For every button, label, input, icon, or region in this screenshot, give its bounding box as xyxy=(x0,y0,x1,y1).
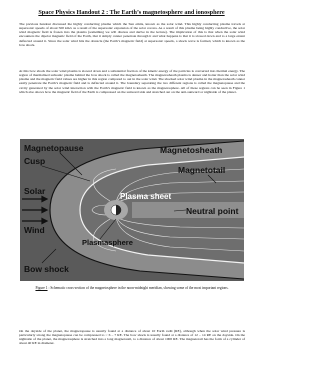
label-wind: Wind xyxy=(24,225,45,235)
label-magnetopause: Magnetopause xyxy=(24,143,84,153)
label-plasmasphere: Plasmasphere xyxy=(82,238,133,247)
magnetosphere-figure xyxy=(20,139,244,281)
page-title: Space Physics Handout 2 : The Earth’s magnetosphere and ionosphere xyxy=(38,9,225,16)
label-plasma-sheet: Plasma sheet xyxy=(120,192,172,201)
label-magnetosheath: Magnetosheath xyxy=(160,145,223,155)
label-magnetotail: Magnetotail xyxy=(178,165,226,175)
figure-caption-label: Figure 1 xyxy=(35,286,48,290)
label-bow-shock: Bow shock xyxy=(24,264,69,274)
label-cusp: Cusp xyxy=(24,156,46,166)
magnetosphere-diagram xyxy=(20,139,244,281)
figure-caption-text: : Schematic cross-section of the magnetosphere in the noon-midnight meridian, showing some of the most important regions. xyxy=(48,286,229,290)
label-solar: Solar xyxy=(24,186,46,196)
paragraph-intro: The previous handout discussed the highly conducting plasma which the Sun emits, known as the solar wind. This highly conducting plasma travels at supersonic speeds of about 500 km/s as a result of the supersonic expansion of the solar corona. As a result of this plasma being highly conductive, the solar wind magnetic field is frozen into the plasma (something we will discuss and derive in the lecture). The implication of this is that when the solar wind encounters the dipolar magnetic field of the Earth, that it simply cannot penetrate through it and what happens is that it is slowed down and to a large extent deflected around it. Since the solar wind hits the obstacle (the Earth’s magnetic field) at supersonic speeds, a shock wave is formed, which is known as the bow shock. xyxy=(19,22,245,47)
paragraph-distances: On the dayside of the planet, the magnetopause is usually found at a distance of about 10 Earth radii (RE), although when the solar wind pressure is particularly strong the magnetopause can be compressed to ~ 6 – 7 RE. The bow shock is usually found at a distance of 12 – 14 RE on the dayside. On the nightside of the planet, the magnetosphere is stretched into a long magnetotail, to a distance of about 1000 RE. The magnetotail has the form of a cylinder of about 40 RE in diameter. xyxy=(19,329,245,346)
figure-caption xyxy=(22,286,242,290)
paragraph-bow-shock: At this bow shock the solar wind plasma is slowed down and a substantial fraction of the kinetic energy of the particles is converted into thermal energy. The region of thermalised subsonic plasma behind the bow shock is called the magnetosheath. The magnetosheath plasma is denser and hotter than the solar wind plasma and the magnetic field values are higher in this region compared to out in the solar wind. The shocked solar wind plasma in the magnetosheath cannot easily penetrate the Earth’s magnetic field and is deflected around it. The boundary separating the two different regions is called the magnetopause and the cavity generated by the solar wind interaction with the Earth’s magnetic field is known as the magnetosphere. All of these regions can be seen in Figure 1 which also shows how the magnetic field of the Earth is compressed on the sunward side and stretched out on the anti-sunward or nightside of the planet. xyxy=(19,69,245,94)
label-neutral-point: Neutral point xyxy=(186,206,239,216)
